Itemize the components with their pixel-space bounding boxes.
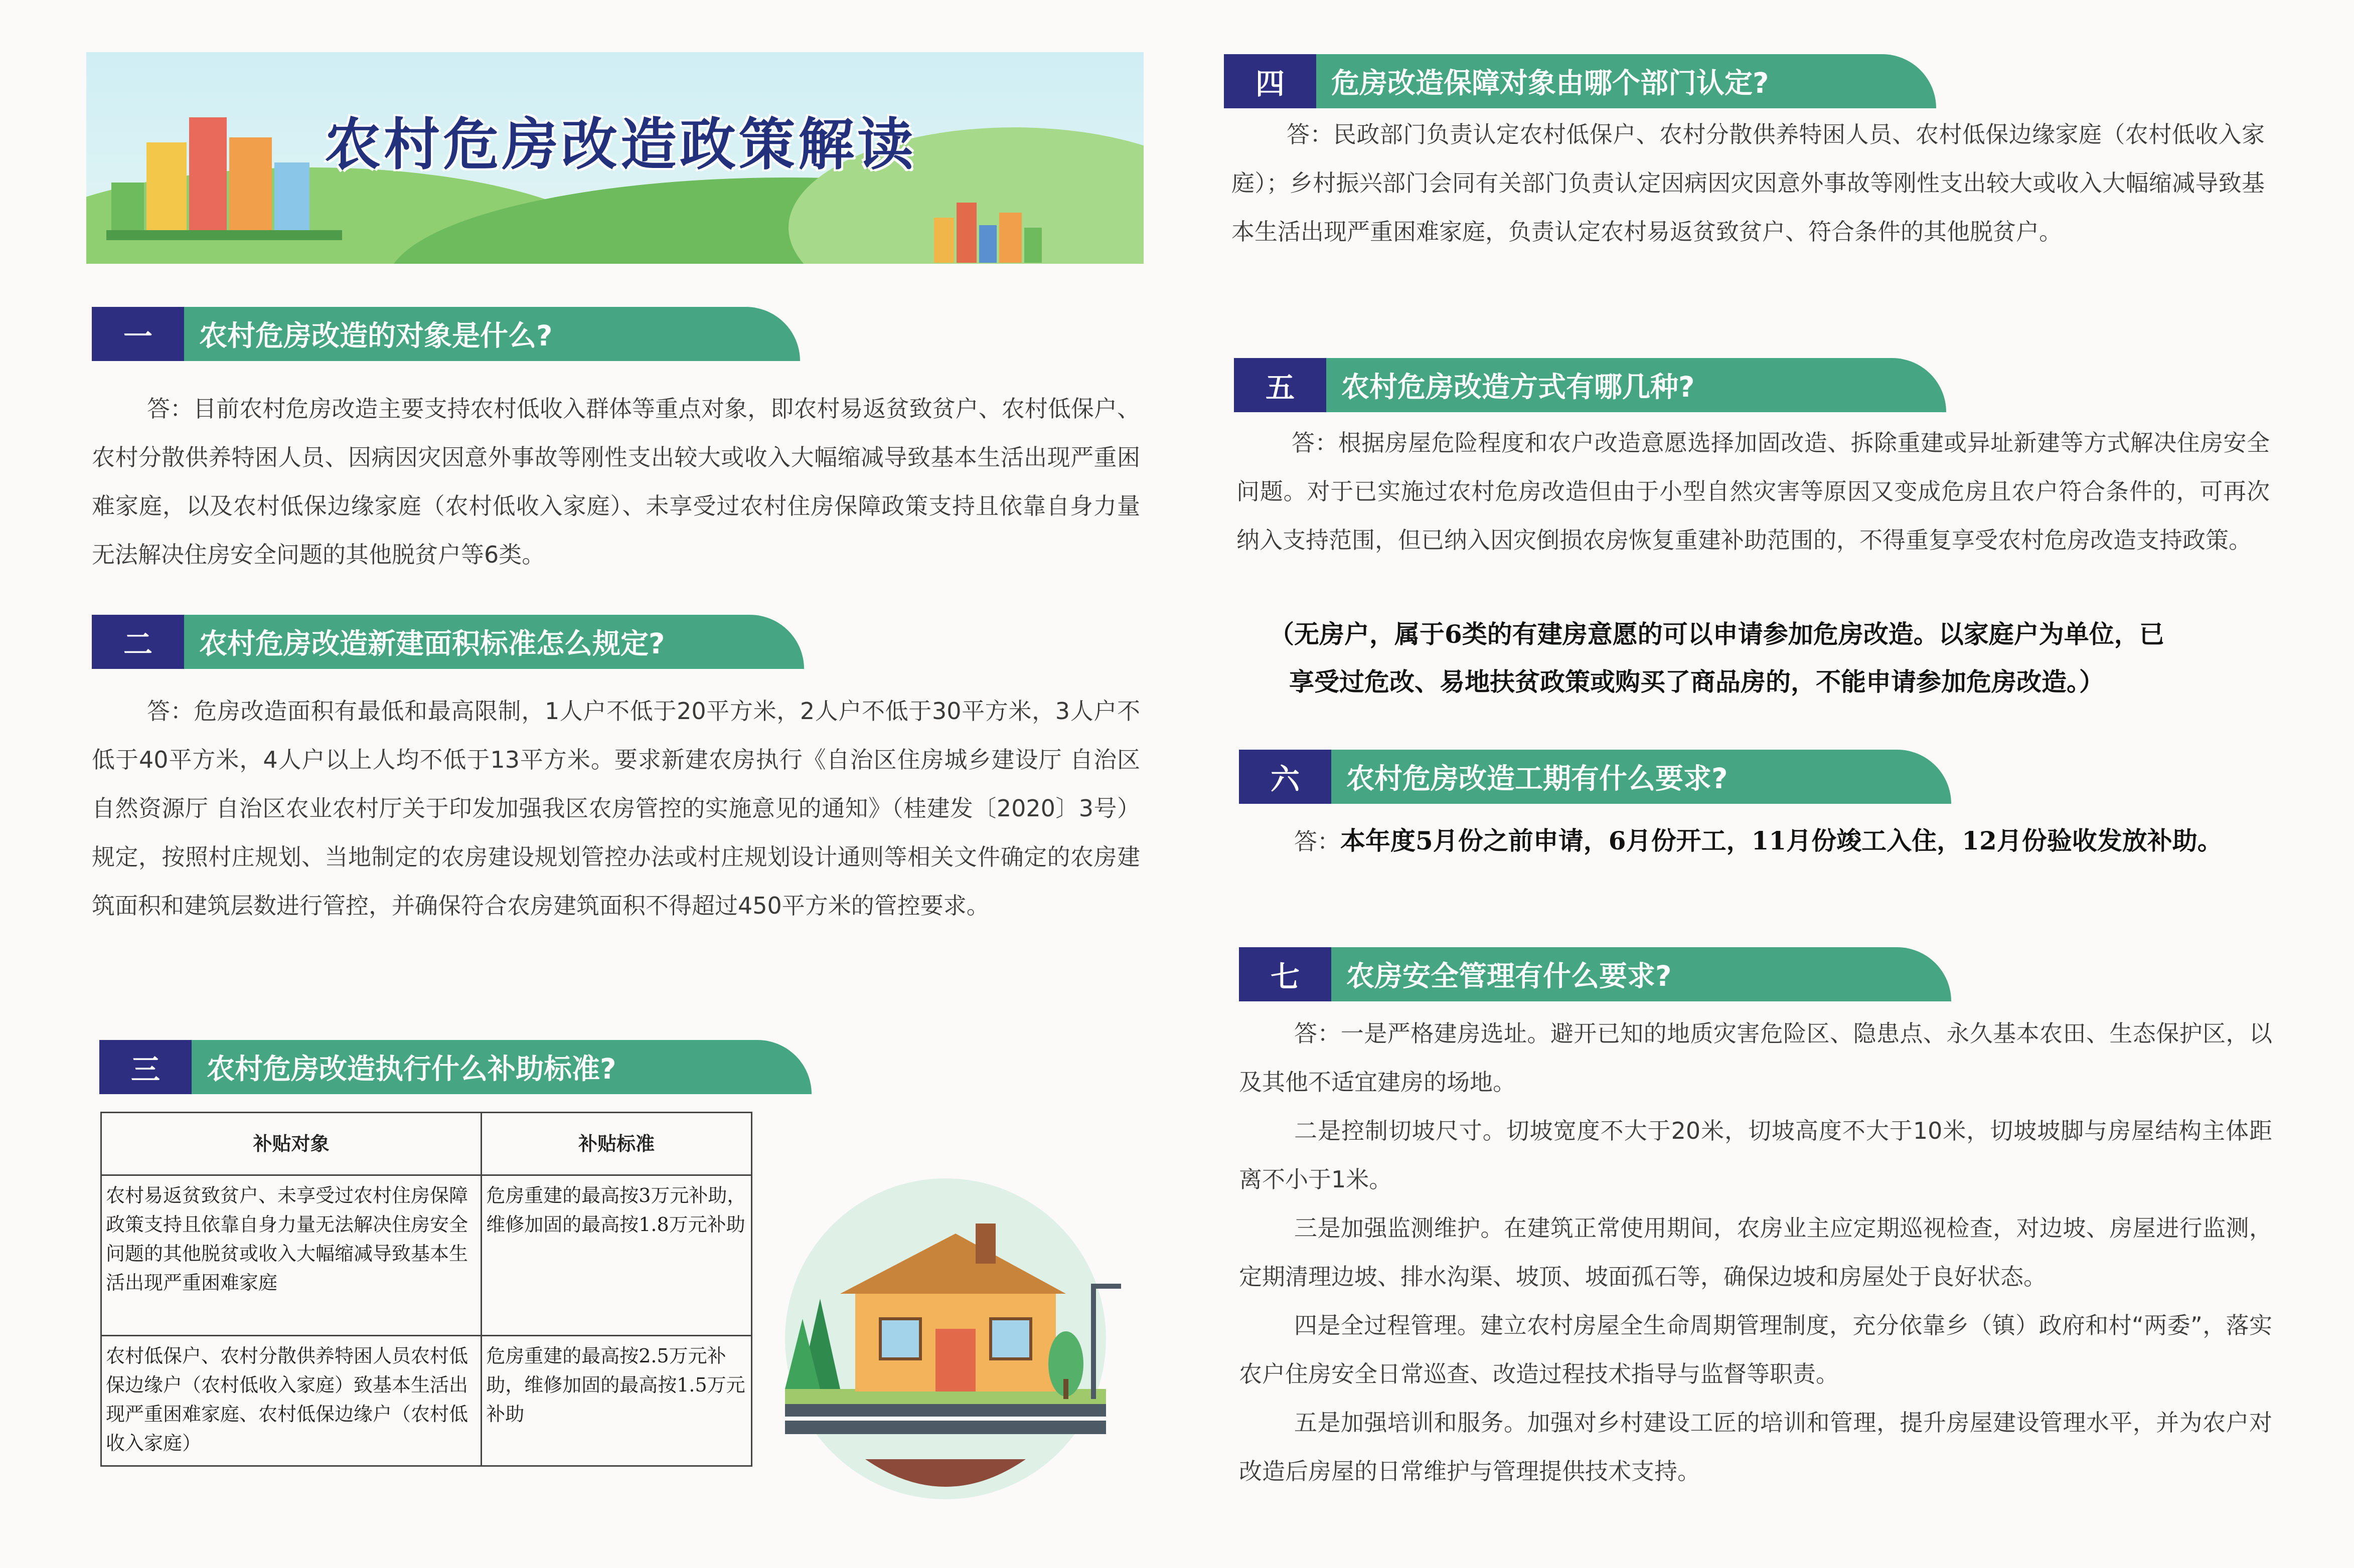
section-header-7 [1239,947,1951,1001]
section-number: 七 [1239,947,1331,1001]
section-header-2 [92,615,804,669]
section-title: 农村危房改造新建面积标准怎么规定? [184,615,804,669]
note-line: （无房户，属于6类的有建房意愿的可以申请参加危房改造。以家庭户为单位，已 [1269,619,2164,649]
subsidy-table [100,1112,752,1467]
table-row [101,1336,752,1466]
section-number: 二 [92,615,184,669]
section-title: 农村危房改造方式有哪几种? [1326,358,1946,412]
city-illustration [929,198,1059,263]
section-header-6 [1239,750,1951,804]
section-answer-7 [1239,1009,2272,1496]
section-number: 三 [99,1040,192,1094]
section-number: 一 [92,307,184,361]
section-title: 危房改造保障对象由哪个部门认定? [1316,54,1936,108]
answer-text: 本年度5月份之前申请，6月份开工，11月份竣工入住，12月份验收发放补助。 [1340,826,2223,855]
answer-prefix: 答： [1294,828,1340,855]
section-title: 农村危房改造工期有什么要求? [1331,750,1951,804]
table-cell: 农村易返贫致贫户、未享受过农村住房保障政策支持且依靠自身力量无法解决住房安全问题的其他脱贫或收入大幅缩减导致基本生活出现严重困难家庭 [101,1175,482,1336]
section-number: 五 [1234,358,1326,412]
paragraph: 五是加强培训和服务。加强对乡村建设工匠的培训和管理，提升房屋建设管理水平，并为农户对改造后房屋的日常维护与管理提供技术支持。 [1239,1409,2272,1485]
buildings-illustration [106,107,347,258]
section-answer-1: 答：目前农村危房改造主要支持农村低收入群体等重点对象，即农村易返贫致贫户、农村低保户、农村分散供养特困人员、因病因灾因意外事故等刚性支出较大或收入大幅缩减导致基本生活出现严重困难家庭，以及农村低保边缘家庭（农村低收入家庭）、未享受过农村住房保障政策支持且依靠自身力量无法解决住房安全问题的其他脱贫户等6类。 [92,395,1140,568]
section-title: 农房安全管理有什么要求? [1331,947,1951,1001]
table-cell: 危房重建的最高按3万元补助，维修加固的最高按1.8万元补助 [482,1175,752,1336]
page-title: 农村危房改造政策解读 [325,112,916,178]
section-header-4 [1224,54,1936,108]
table-cell: 危房重建的最高按2.5万元补助，维修加固的最高按1.5万元补助 [482,1336,752,1466]
section-number: 六 [1239,750,1331,804]
paragraph: 三是加强监测维护。在建筑正常使用期间，农房业主应定期巡视检查，对边坡、房屋进行监测，定期清理边坡、排水沟渠、坡顶、坡面孤石等，确保边坡和房屋处于良好状态。 [1239,1214,2272,1290]
section-title: 农村危房改造执行什么补助标准? [192,1040,812,1094]
section-header-1 [92,307,800,361]
section-header-3 [99,1040,812,1094]
table-row [101,1175,752,1336]
section-title: 农村危房改造的对象是什么? [184,307,800,361]
paragraph: 二是控制切坡尺寸。切坡宽度不大于20米，切坡高度不大于10米，切坡坡脚与房屋结构主体距离不小于1米。 [1239,1117,2272,1193]
section-answer-2: 答：危房改造面积有最低和最高限制，1人户不低于20平方米，2人户不低于30平方米，3人户不低于40平方米，4人户以上人均不低于13平方米。要求新建农房执行《自治区住房城乡建设厅 自治区自然资源厅 自治区农业农村厅关于印发加强我区农房管控的实施意见的通知》（桂建发〔2020〕3号）规定，按照村庄规划、当地制定的农房建设规划管控办法或村庄规划设计通则等相关文件确定的农房建筑面积和建筑层数进行管控，并确保符合农房建筑面积不得超过450平方米的管控要求。 [92,698,1140,919]
paragraph: 答：一是严格建房选址。避开已知的地质灾害危险区、隐患点、永久基本农田、生态保护区，以及其他不适宜建房的场地。 [1239,1020,2272,1096]
table-header-row [101,1113,752,1175]
house-illustration [755,1168,1136,1519]
table-header: 补贴标准 [482,1113,752,1175]
note-line: 享受过危改、易地扶贫政策或购买了商品房的，不能申请参加危房改造。） [1289,667,2104,696]
section-answer-4: 答：民政部门负责认定农村低保户、农村分散供养特困人员、农村低保边缘家庭（农村低收入家庭）；乡村振兴部门会同有关部门负责认定因病因灾因意外事故等刚性支出较大或收入大幅缩减导致基本生活出现严重困难家庭，负责认定农村易返贫致贫户、符合条件的其他脱贫户。 [1231,121,2265,245]
title-banner [86,52,1144,264]
table-cell: 农村低保户、农村分散供养特困人员农村低保边缘户（农村低收入家庭）致基本生活出现严重困难家庭、农村低保边缘户（农村低收入家庭） [101,1336,482,1466]
paragraph: 四是全过程管理。建立农村房屋全生命周期管理制度，充分依靠乡（镇）政府和村“两委”，落实农户住房安全日常巡查、改造过程技术指导与监督等职责。 [1239,1312,2272,1387]
table-header: 补贴对象 [101,1113,482,1175]
section-number: 四 [1224,54,1316,108]
section-answer-6 [1294,816,2337,866]
section-answer-5: 答：根据房屋危险程度和农户改造意愿选择加固改造、拆除重建或异址新建等方式解决住房安全问题。对于已实施过农村危房改造但由于小型自然灾害等原因又变成危房且农户符合条件的，可再次纳入支持范围，但已纳入因灾倒损农房恢复重建补助范围的，不得重复享受农村危房改造支持政策。 [1236,429,2270,554]
section-header-5 [1234,358,1946,412]
